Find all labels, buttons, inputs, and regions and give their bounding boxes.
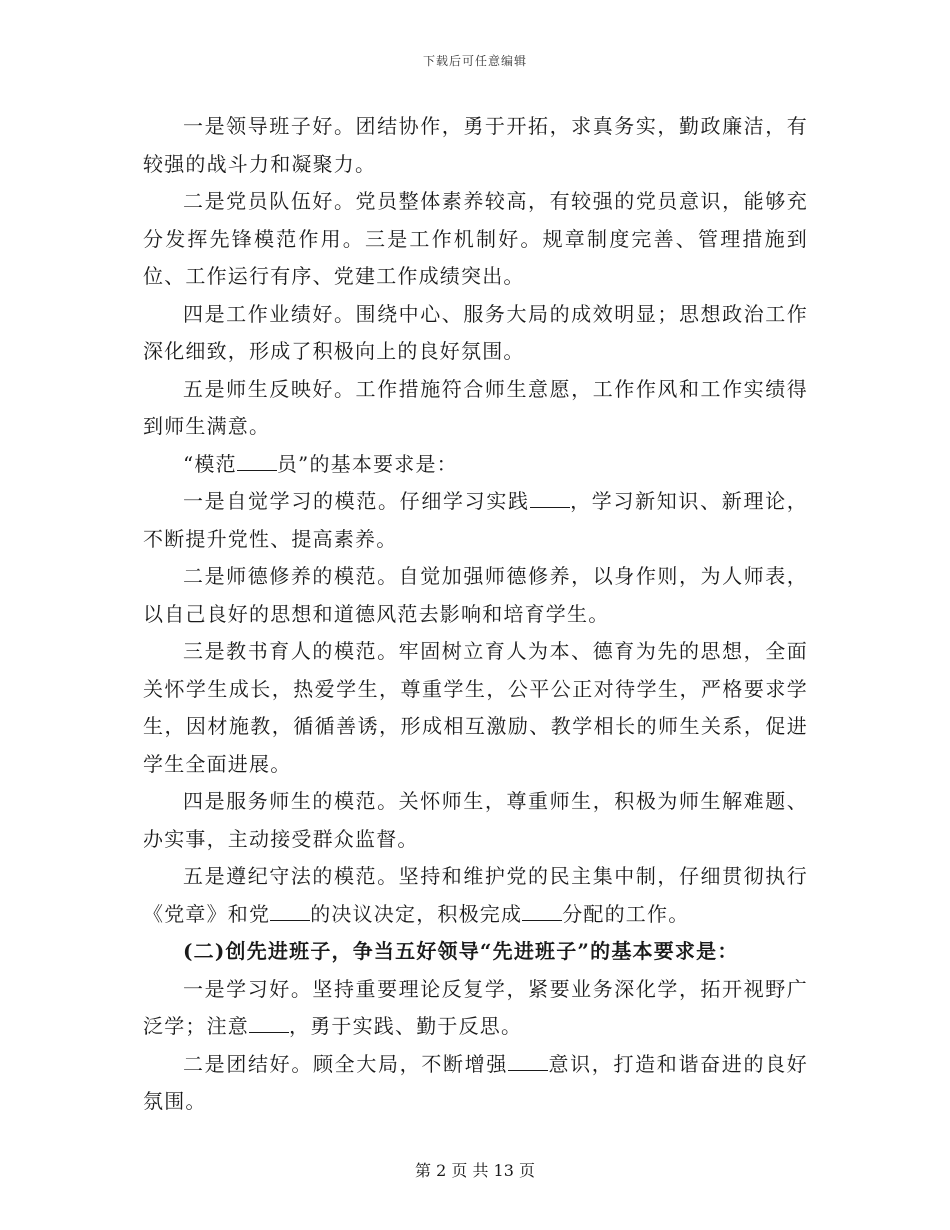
paragraph: 三是教书育人的模范。牢固树立育人为本、德育为先的思想，全面关怀学生成长，热爱学生，尊重学生，公平公正对待学生，严格要求学生，因材施教，循循善诱，形成相互激励、教学相长的师生关系，促进学生全面进展。	[143, 639, 808, 776]
paragraph: 五是师生反映好。工作措施符合师生意愿，工作作风和工作实绩得到师生满意。	[143, 376, 808, 438]
fill-in-blank	[270, 902, 310, 921]
paragraph: 二是团结好。顾全大局，不断增强 意识，打造和谐奋进的良好氛围。	[143, 1051, 808, 1113]
paragraph: 一是自觉学习的模范。仔细学习实践 ，学习新知识、新理论，不断提升党性、提高素养。	[143, 489, 809, 551]
document-body	[143, 108, 808, 1121]
paragraph: 四是工作业绩好。围绕中心、服务大局的成效明显；思想政治工作深化细致，形成了积极向上的良好氛围。	[143, 301, 808, 363]
fill-in-blank	[237, 452, 277, 471]
paragraph: 五是遵纪守法的模范。坚持和维护党的民主集中制，仔细贯彻执行《党章》和党 的决议决定，积极完成 分配的工作。	[143, 864, 808, 926]
fill-in-blank	[522, 902, 562, 921]
paragraph: 四是服务师生的模范。关怀师生，尊重师生，积极为师生解难题、办实事，主动接受群众监督。	[143, 789, 808, 851]
paragraph: “模范 员”的基本要求是：	[183, 451, 458, 476]
fill-in-blank	[249, 1014, 289, 1033]
fill-in-blank	[508, 1052, 548, 1071]
page-number: 第 2 页 共 13 页	[415, 1161, 535, 1180]
paragraph: 一是领导班子好。团结协作，勇于开拓，求真务实，勤政廉洁，有较强的战斗力和凝聚力。	[143, 114, 808, 176]
fill-in-blank	[530, 489, 570, 508]
header-note: 下载后可任意编辑	[422, 54, 527, 68]
paragraph: 二是师德修养的模范。自觉加强师德修养，以身作则，为人师表，以自己良好的思想和道德风范去影响和培育学生。	[143, 564, 808, 626]
paragraph: 二是党员队伍好。党员整体素养较高，有较强的党员意识，能够充分发挥先锋模范作用。三是工作机制好。规章制度完善、管理措施到位、工作运行有序、党建工作成绩突出。	[143, 189, 808, 288]
paragraph: 一是学习好。坚持重要理论反复学，紧要业务深化学，拓开视野广泛学；注意 ，勇于实践、勤于反思。	[143, 976, 808, 1038]
section-heading: (二)创先进班子，争当五好领导“先进班子”的基本要求是：	[183, 939, 739, 963]
